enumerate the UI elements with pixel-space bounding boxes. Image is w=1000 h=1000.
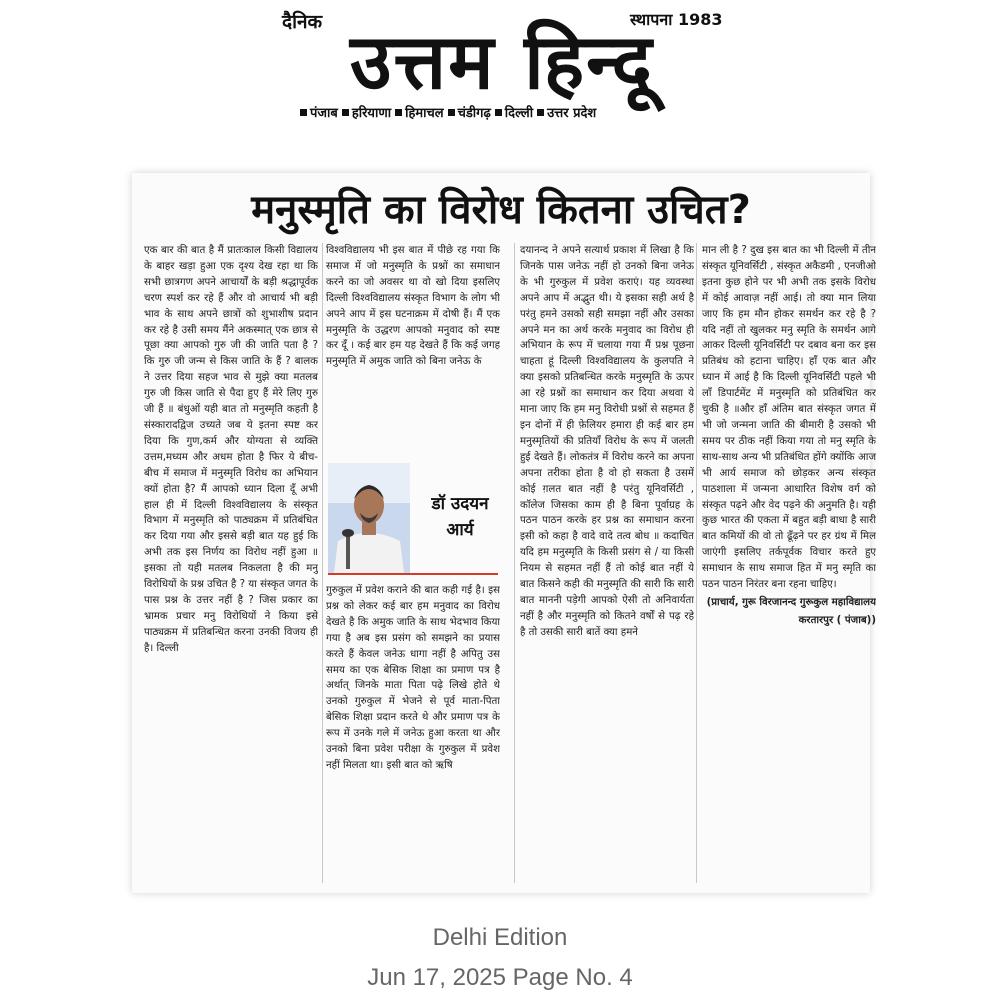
- newspaper-logo: उत्तम हिन्दू: [350, 17, 654, 106]
- region-item: चंडीगढ़: [448, 103, 491, 121]
- region-item: हरियाणा: [342, 103, 391, 121]
- square-bullet-icon: [395, 109, 402, 116]
- column-divider: [514, 243, 515, 883]
- article-column-2-bottom: गुरुकुल में प्रवेश कराने की बात कही गई है। इस प्रश्न को लेकर कई बार हम मनुवाद का विरोध देखते है कि अमुक जाति के साथ भेदभाव किया गया है अब इस प्रसंग को समझने का प्रयास करते हैं केवल जनेऊ धागा नहीं है अपितु उस समय का एक बेसिक शिक्षा का प्रमाण पत्र है अर्थात् जिनके माता पिता पढ़े लिखे होते थे उनको गुरुकुल में भेजने से पूर्व माता-पिता बेसिक शिक्षा प्रदान करते थे और प्रमाण पत्र के रूप में उनके गले में जनेऊ हुआ करता था और उनको बिना प्रवेश परीक्षा के गुरुकुल में प्रवेश नहीं मिलता था। इसी बात को ऋषि: [326, 585, 500, 771]
- region-item: दिल्ली: [495, 103, 533, 121]
- article-column-3: दयानन्द ने अपने सत्यार्थ प्रकाश में लिखा है कि जिनके पास जनेऊ नहीं हो उनको बिना जनेऊ के भी गुरुकुल में प्रवेश कराएं। यह व्यवस्था अपने आप में अद्भुत थी। ये इसका सही अर्थ है परंतु हमने उसको सही समझा नहीं और उसका अपने मन का अर्थ करके मनुवाद का विरोध ही अभियान के रूप में चलाया गया मैं प्रश्न पूछना चाहता हूं दिल्ली विश्वविद्यालय के कुलपति ने क्या इसको प्रतिबन्धित करके मनुस्मृति के ऊपर आ रहे प्रश्नों का समाधान कर दिया अथवा ये माना जाए कि हम मनु विरोधी प्रश्नों से सहमत हैं इन दोनों में ही फ़ेलियर हमारा ही कई बार हम मनुस्मृतियों की प्रतियाँ विरोध के रूप में जलती हुई देखते हैं। लोकतंत्र में विरोध करने का अपना अपना तरीका होता है वो हो सकता है उसमें कोई ग़लत बात नहीं है परंतु यूनिवर्सिटी , कॉलेज जिसका काम ही है बिना पूर्वाग्रह के पठन पाठन करके हर प्रश्न का समाधान करना इसी को कहा है वादे वादे तत्व बोध ॥ कदाचित यदि हम मनुस्मृति के किसी प्रसंग से / या किसी नियम से सहमत नहीं हैं तो कोई बात नहीं ये बात किसने कही की मनुस्मृति की सारी कि सारी बात माननी पड़ेगी आपको ऐसी तो अनिवार्यता नहीं है और मनुस्मृति को कितने वर्षों से पढ़ रहे है तो उसकी सारी बातें क्या हमने: [520, 245, 694, 638]
- region-item: हिमाचल: [395, 103, 443, 121]
- brand-small-text: दैनिक: [282, 11, 323, 33]
- publication-date: Jun 17, 2025 Page No. 4: [367, 964, 633, 991]
- square-bullet-icon: [495, 109, 502, 116]
- article-column-2-top: विश्वविद्यालय भी इस बात में पीछे रह गया कि समाज में जो मनुस्मृति के प्रश्नों का समाधान करने का जो अवसर था वो खो दिया इसलिए दिल्ली विश्वविद्यालय संस्कृत विभाग के लोग भी अपने आप में इस घटनाक्रम में दोषी हैं। मैं एक मनुस्मृति के उद्धरण आपको मनुवाद को स्पष्ट कर दूँ । कई बार हम यह देखते हैं कि कई जगह मनुस्मृति में अमुक जाति को बिना जनेऊ के: [326, 245, 500, 368]
- article-clipping: [132, 173, 876, 893]
- article-column-4-text: मान ली है ? दुख इस बात का भी दिल्ली में तीन संस्कृत यूनिवर्सिटी , संस्कृत अकैडमी , एनजीओ इतना कुछ होने पर भी अभी तक इसके विरोध में कोई आवाज़ नहीं आई। तो क्या मान लिया जाए कि हम मौन होकर समर्थन कर रहे है ? यदि नहीं तो खुलकर मनु स्मृति के समर्थन आगे आकर दिल्ली यूनिवर्सिटी पर दबाव बना कर इस प्रतिबंध को हटाना चाहिए। हाँ एक बात और ध्यान में आई है कि दिल्ली यूनिवर्सिटी पहले भी लॉं डिपार्टमेंट में मनुस्मृति को प्रतिबंधित कर चुकी है ॥और हाँ अंतिम बात संस्कृत जगत में भी जो जन्मना जाति की बीमारी है उसको भी समय पर ठीक नहीं किया गया तो मनु स्मृति के साथ-साथ अन्य भी प्रतिबंधित होंगे क्योंकि आज भी आर्य समाज को छोड़कर अन्य संस्कृत पाठशाला में जन्मना आधारित विशेष वर्ग को संस्कृत पढ़ने और वेद पढ़ने की अनुमति है। यही कुछ भारत की एकता में बहुत बड़ी बाधा है सारी बात कमियों की वो तो ढूँढ़ने पर हर ग्रंथ में मिल जाएंगी इसलिए तर्कपूर्वक विचार करते हुए समाधान के साथ समाज हित में मनु स्मृति का पठन पाठन निरंतर बना रहना चाहिए।: [702, 245, 876, 591]
- founded-year: स्थापना 1983: [630, 10, 723, 29]
- article-column-1: एक बार की बात है मैं प्रातःकाल किसी विद्यालय के बाहर खड़ा हुआ एक दृश्य देख रहा था कि सभी छात्रगण अपने आचार्यों के बड़ी श्रद्धापूर्वक चरण स्पर्श कर रहे हैं और वो आचार्य भी बड़ी भाव के साथ अपने छात्रों को शुभाशीष प्रदान कर रहे है उसी समय मैंने अकस्मात् एक छात्र से पूछा क्या आपको गुरु जी की जाति पता है ? कि गुरु जी जन्म से किस जाति के हैं ? बालक ने उत्तर दिया सहज भाव से मुझे क्या मतलब गुरु जी किस जाति से पैदा हुए हैं मेरे लिए गुरु जी हैं ॥ बंधुओं यही बात तो मनुस्मृति कहती है संस्कारादद्विज उच्यते जब ये इतना स्पष्ट कर दिया कि गुण,कर्म और योग्यता से व्यक्ति उत्तम,मध्यम और अधम होता है फिर ये बीच-बीच में समाज में मनुस्मृति विरोध का अभियान क्यों होता है? मैं आपको ध्यान दिला दूँ अभी हाल ही में दिल्ली विश्वविद्यालय के संस्कृत विभाग में मनुस्मृति को पाठ्यक्रम में प्रतिबंधित कर दिया गया और इससे बड़ी बात यह हुई कि अभी तक इस निर्णय का विरोध नहीं हुआ ॥ इसका तो यही मतलब निकलता है की मनु विरोधियों के प्रश्न उचित है ? या संस्कृत जगत के पास प्रश्न के उत्तर नहीं है ? जिस प्रकार का भ्रामक प्रचार मनु विरोधियों ने किया इसे पाठ्यक्रम में प्रतिबन्धित करना उनकी विजय ही है। दिल्ली: [144, 245, 318, 654]
- column-divider: [322, 243, 323, 883]
- author-photo: [328, 463, 410, 573]
- masthead: [0, 0, 1000, 160]
- region-list: [300, 103, 720, 121]
- byline-underline: [328, 573, 498, 575]
- square-bullet-icon: [342, 109, 349, 116]
- square-bullet-icon: [300, 109, 307, 116]
- article-column-4: [702, 243, 876, 883]
- square-bullet-icon: [448, 109, 455, 116]
- author-location: करतारपुर ( पंजाब)): [798, 614, 876, 626]
- article-headline: मनुस्मृति का विरोध कितना उचित?: [251, 187, 751, 233]
- square-bullet-icon: [537, 109, 544, 116]
- author-name: डॉ उदयन आर्य: [431, 494, 489, 540]
- author-box: [328, 463, 498, 575]
- region-item: उत्तर प्रदेश: [537, 103, 596, 121]
- column-divider: [696, 243, 697, 883]
- edition-label: Delhi Edition: [432, 924, 568, 951]
- author-affiliation: (प्राचार्य, गुरू विरजानन्द गुरूकुल महाविद्यालय: [706, 596, 876, 608]
- region-item: पंजाब: [300, 103, 338, 121]
